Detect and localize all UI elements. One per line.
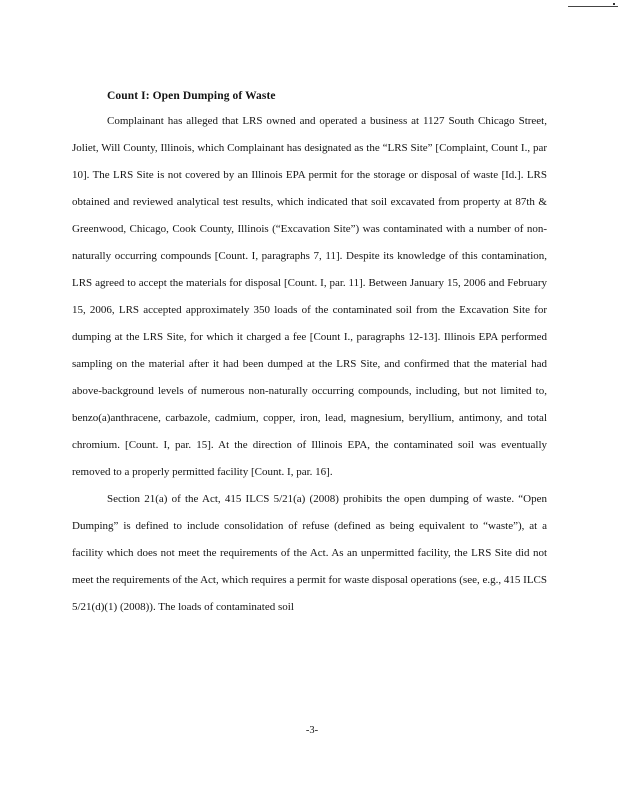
- body-text: [72, 108, 547, 621]
- scan-speck: [613, 3, 615, 5]
- paragraph-1: Complainant has alleged that LRS owned and operated a business at 1127 South Chicago Street, Joliet, Will County, Illinois, which Complainant has designated as the “LRS Site” [Complaint, Count I., par 10]. The LRS Site is not covered by an Illinois EPA permit for the storage or disposal of waste [Id.]. LRS obtained and reviewed analytical test results, which indicated that soil excavated from property at 87th & Greenwood, Chicago, Cook County, Illinois (“Excavation Site”) was contaminated with a number of non-naturally occurring compounds [Count. I, paragraphs 7, 11]. Despite its knowledge of this contamination, LRS agreed to accept the materials for disposal [Count. I, par. 11]. Between January 15, 2006 and February 15, 2006, LRS accepted approximately 350 loads of the contaminated soil from the Excavation Site for dumping at the LRS Site, for which it charged a fee [Count I., paragraphs 12-13]. Illinois EPA performed sampling on the material after it had been dumped at the LRS Site, and confirmed that the material had above-background levels of numerous non-naturally occurring compounds, including, but not limited to, benzo(a)anthracene, carbazole, cadmium, copper, iron, lead, magnesium, beryllium, antimony, and total chromium. [Count. I, par. 15]. At the direction of Illinois EPA, the contaminated soil was eventually removed to a properly permitted facility [Count. I, par. 16].: [72, 115, 547, 478]
- page-number: -3-: [305, 725, 319, 736]
- section-heading: Count I: Open Dumping of Waste: [107, 90, 276, 102]
- paragraph-2: Section 21(a) of the Act, 415 ILCS 5/21(a) (2008) prohibits the open dumping of waste. “Open Dumping” is defined to include consolidation of refuse (defined as being equivalent to “waste”), at a facility which does not meet the requirements of the Act. As an unpermitted facility, the LRS Site did not meet the requirements of the Act, which requires a permit for waste disposal operations (see, e.g., 415 ILCS 5/21(d)(1) (2008)). The loads of contaminated soil: [72, 493, 547, 613]
- scan-edge-mark: [568, 6, 618, 7]
